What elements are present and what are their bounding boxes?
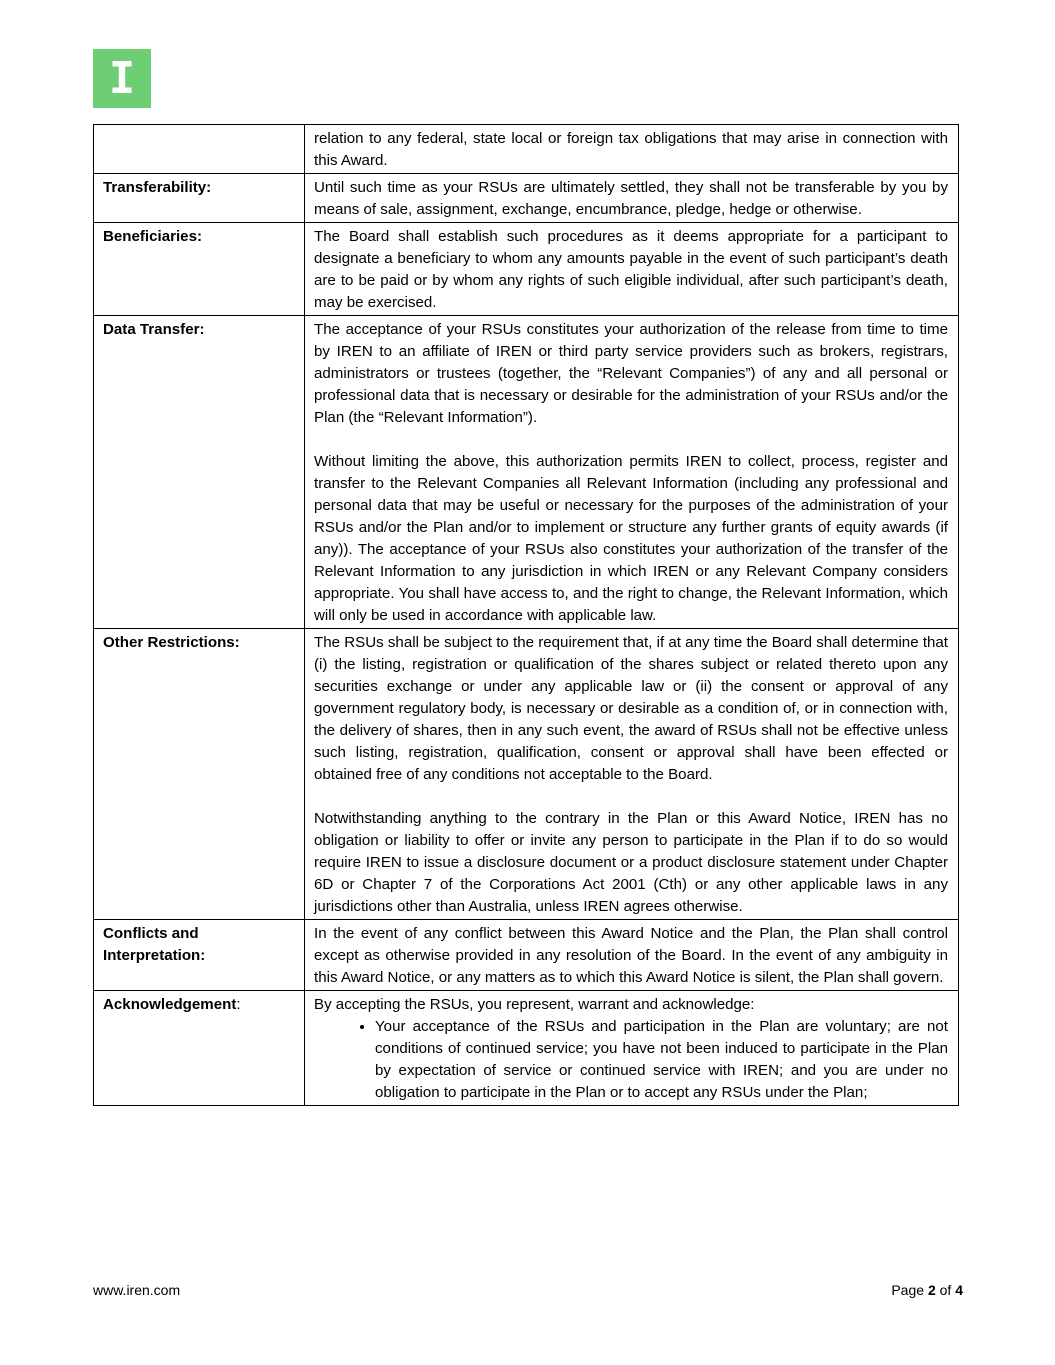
row-value bbox=[305, 316, 959, 629]
paragraph: Without limiting the above, this authorization permits IREN to collect, process, register and transfer to the Relevant Companies all Relevant Information (including any professional and personal data that may be useful or necessary for the purposes of the administration of your RSUs and/or the Plan and/or to implement or structure any further grants of equity awards (if any)). The acceptance of your RSUs also constitutes your authorization of the transfer of the Relevant Information to any jurisdiction in which IREN or any Relevant Company considers appropriate. You shall have access to, and the right to change, the Relevant Information, which will only be used in accordance with applicable law. bbox=[314, 453, 948, 624]
table-row bbox=[94, 991, 959, 1106]
paragraph: The Board shall establish such procedures as it deems appropriate for a participant to designate a beneficiary to whom any amounts payable in the event of such participant’s death are to be paid or by whom any rights of such eligible individual, after such participant’s death, may be exercised. bbox=[314, 228, 948, 311]
row-value bbox=[305, 223, 959, 316]
row-label: Other Restrictions: bbox=[94, 629, 305, 920]
table-row bbox=[94, 920, 959, 991]
table-row bbox=[94, 174, 959, 223]
row-value bbox=[305, 991, 959, 1106]
logo-letter: I bbox=[108, 53, 136, 104]
page-of: of bbox=[935, 1282, 956, 1298]
row-label bbox=[94, 920, 305, 991]
row-label: Transferability: bbox=[94, 174, 305, 223]
iren-logo bbox=[93, 49, 151, 108]
row-label bbox=[94, 125, 305, 174]
row-label: Data Transfer: bbox=[94, 316, 305, 629]
row-value bbox=[305, 125, 959, 174]
row-label-text: Acknowledgement bbox=[103, 996, 237, 1013]
paragraph: relation to any federal, state local or foreign tax obligations that may arise in connection with this Award. bbox=[314, 130, 948, 169]
row-value bbox=[305, 629, 959, 920]
row-value bbox=[305, 920, 959, 991]
row-value bbox=[305, 174, 959, 223]
footer-website: www.iren.com bbox=[93, 1282, 181, 1298]
paragraph: In the event of any conflict between this Award Notice and the Plan, the Plan shall control except as otherwise provided in any resolution of the Board. In the event of any ambiguity in this Award Notice, or any matters as to which this Award Notice is silent, the Plan shall govern. bbox=[314, 925, 948, 986]
paragraph: Notwithstanding anything to the contrary in the Plan or this Award Notice, IREN has no obligation or liability to offer or invite any person to participate in the Plan if to do so would require IREN to issue a disclosure document or a product disclosure statement under Chapter 6D or Chapter 7 of the Corporations Act 2001 (Cth) or any other applicable laws in any jurisdictions other than Australia, unless IREN agrees otherwise. bbox=[314, 810, 948, 915]
paragraph: The RSUs shall be subject to the requirement that, if at any time the Board shall determine that (i) the listing, registration or qualification of the shares subject or related thereto upon any securities exchange or under any applicable law or (ii) the consent or approval of any government regulatory body, is necessary or desirable as a condition of, or in connection with, the delivery of shares, then in any such event, the award of RSUs shall not be effective unless such listing, registration, qualification, consent or approval shall have been effected or obtained free of any conditions not acceptable to the Board. bbox=[314, 634, 948, 783]
intro-text: By accepting the RSUs, you represent, warrant and acknowledge: bbox=[314, 996, 755, 1013]
row-label-colon: : bbox=[236, 996, 241, 1013]
award-terms-table bbox=[93, 124, 959, 1106]
table-row bbox=[94, 125, 959, 174]
paragraph: Until such time as your RSUs are ultimately settled, they shall not be transferable by you by means of sale, assignment, exchange, encumbrance, pledge, hedge or otherwise. bbox=[314, 179, 948, 218]
table-row bbox=[94, 223, 959, 316]
row-label-line: Interpretation: bbox=[103, 947, 206, 964]
paragraph: The acceptance of your RSUs constitutes your authorization of the release from time to time by IREN to an affiliate of IREN or third party service providers such as brokers, registrars, administrators or trustees (together, the “Relevant Companies”) of any and all personal or professional data that is necessary or desirable for the administration of your RSUs and/or the Plan (the “Relevant Information”). bbox=[314, 321, 948, 426]
bullet-list bbox=[314, 1016, 948, 1104]
row-label-line: Conflicts and bbox=[103, 925, 199, 942]
list-item: • Your acceptance of the RSUs and participation in the Plan are voluntary; are not conditions of continued service; you have not been induced to participate in the Plan by expectation of service or continued service with IREN; and you are under no obligation to participate in the Plan or to accept any RSUs under the Plan; bbox=[375, 1016, 948, 1104]
page-number bbox=[891, 1282, 963, 1298]
table-row bbox=[94, 316, 959, 629]
row-label: Beneficiaries: bbox=[94, 223, 305, 316]
row-label bbox=[94, 991, 305, 1106]
page-prefix: Page bbox=[891, 1282, 928, 1298]
table-row bbox=[94, 629, 959, 920]
page-current: 2 bbox=[927, 1282, 936, 1298]
page-total: 4 bbox=[955, 1282, 963, 1298]
